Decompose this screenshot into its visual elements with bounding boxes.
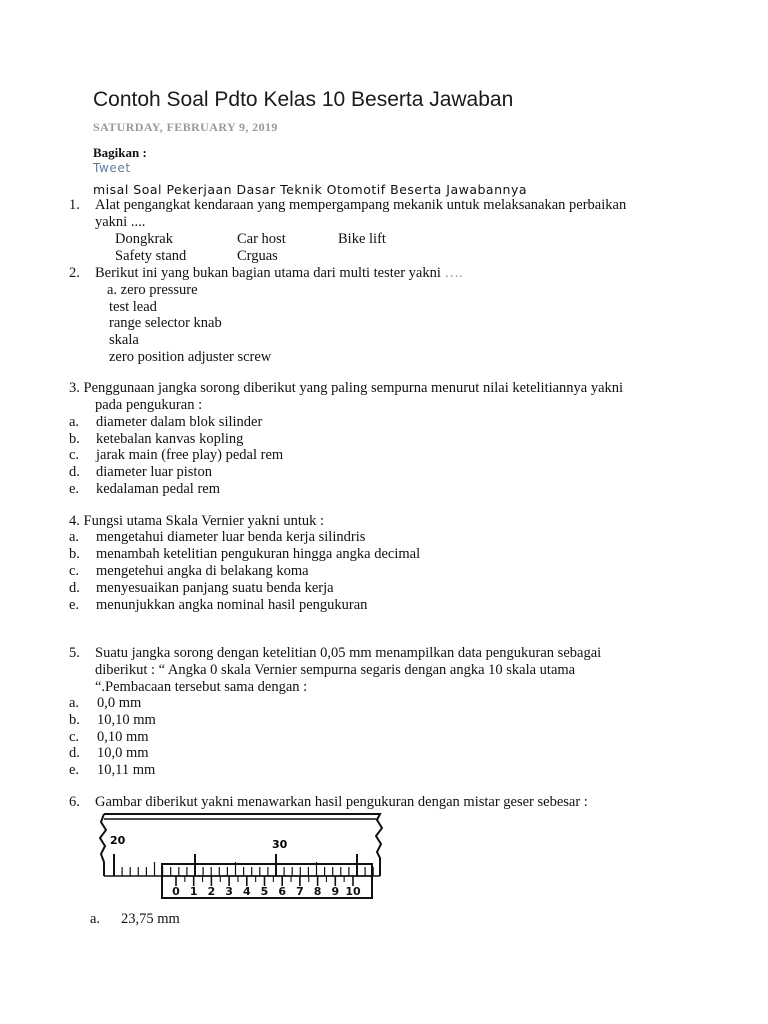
option-text: diameter luar piston (96, 464, 212, 480)
question-number: 5. (69, 645, 80, 661)
question-text-cont: “.Pembacaan tersebut sama dengan : (95, 679, 308, 695)
option: Safety stand (115, 248, 187, 264)
option-letter: c. (69, 563, 80, 579)
vernier-label: 3 (225, 885, 233, 898)
main-scale-label-30: 30 (272, 838, 288, 851)
vernier-label: 9 (331, 885, 340, 898)
vernier-label: 0 (172, 885, 180, 898)
option: Bike lift (338, 231, 386, 247)
question-number: 2. (69, 265, 80, 281)
option-text: kedalaman pedal rem (96, 481, 220, 497)
option-letter: a. (69, 529, 80, 545)
option-text: ketebalan kanvas kopling (96, 431, 244, 447)
option-letter: d. (69, 745, 80, 761)
option-letter: b. (69, 546, 80, 562)
vernier-label: 8 (313, 885, 322, 898)
option-letter: e. (69, 597, 80, 613)
option-letter: b. (69, 712, 80, 728)
option-text: mengetehui angka di belakang koma (96, 563, 309, 579)
question-text-cont: yakni .... (95, 214, 146, 230)
option-text: 0,0 mm (97, 695, 142, 711)
post-subtitle: misal Soal Pekerjaan Dasar Teknik Otomotif Beserta Jawabannya (93, 182, 527, 197)
option-letter: c. (69, 729, 80, 745)
option-text: 0,10 mm (97, 729, 149, 745)
share-label: Bagikan : (93, 145, 147, 160)
option-letter: b. (69, 431, 80, 447)
question-text-cont: pada pengukuran : (95, 397, 203, 413)
question-dots: …. (444, 265, 463, 281)
option-letter: c. (69, 447, 80, 463)
option-text: mengetahui diameter luar benda kerja silindris (96, 529, 366, 545)
option-letter: e. (69, 762, 80, 778)
option-letter: a. (90, 911, 101, 927)
post-date: SATURDAY, FEBRUARY 9, 2019 (93, 120, 278, 134)
main-scale (100, 814, 382, 876)
question-text: Gambar diberikut yakni menawarkan hasil pengukuran dengan mistar geser sebesar : (95, 794, 588, 810)
question-text: 3. Penggunaan jangka sorong diberikut yang paling sempurna menurut nilai ketelitiannya yakni (69, 380, 624, 396)
vernier-label: 5 (260, 885, 269, 898)
option-text: 10,10 mm (97, 712, 156, 728)
option-letter: d. (69, 464, 80, 480)
page-title: Contoh Soal Pdto Kelas 10 Beserta Jawaban (93, 88, 514, 111)
question-text-main: Berikut ini yang bukan bagian utama dari multi tester yakni (95, 265, 445, 281)
option: zero position adjuster screw (109, 349, 272, 365)
question-number: 6. (69, 794, 80, 810)
option-text: diameter dalam blok silinder (96, 414, 263, 430)
vernier-label: 4 (242, 885, 251, 898)
option: Car host (237, 231, 286, 247)
question-text-cont: diberikut : “ Angka 0 skala Vernier sempurna segaris dengan angka 10 skala utama (95, 662, 576, 678)
option-text: 10,11 mm (97, 762, 156, 778)
vernier-label: 10 (345, 885, 361, 898)
question-text: Alat pengangkat kendaraan yang mempergampang mekanik untuk melaksanakan perbaikan (95, 197, 627, 213)
question-text (95, 265, 463, 282)
option-text: jarak main (free play) pedal rem (96, 447, 284, 463)
option: skala (109, 332, 139, 348)
question-text: Suatu jangka sorong dengan ketelitian 0,05 mm menampilkan data pengukuran sebagai (95, 645, 602, 661)
option: Dongkrak (115, 231, 173, 247)
option-text: 10,0 mm (97, 745, 149, 761)
vernier-caliper-figure (90, 810, 400, 902)
option-text: menambah ketelitian pengukuran hingga angka decimal (96, 546, 421, 562)
question-text: 4. Fungsi utama Skala Vernier yakni untuk : (69, 513, 325, 529)
tweet-button[interactable]: Tweet (93, 161, 131, 175)
option: Crguas (237, 248, 278, 264)
vernier-label: 6 (278, 885, 287, 898)
vernier-label: 1 (189, 885, 198, 898)
option-letter: a. (69, 695, 80, 711)
option-letter: e. (69, 481, 80, 497)
main-scale-outline (100, 814, 382, 876)
option-text: menunjukkan angka nominal hasil pengukuran (96, 597, 368, 613)
option: range selector knab (109, 315, 222, 331)
question-number: 1. (69, 197, 80, 213)
option-letter: d. (69, 580, 80, 596)
option-letter: a. (69, 414, 80, 430)
option-text: 23,75 mm (121, 911, 180, 927)
vernier-label: 7 (296, 885, 304, 898)
option-text: menyesuaikan panjang suatu benda kerja (96, 580, 334, 596)
main-scale-label-20: 20 (110, 834, 126, 847)
option: a. zero pressure (107, 282, 198, 298)
vernier-label: 2 (207, 885, 216, 898)
option: test lead (109, 299, 157, 315)
